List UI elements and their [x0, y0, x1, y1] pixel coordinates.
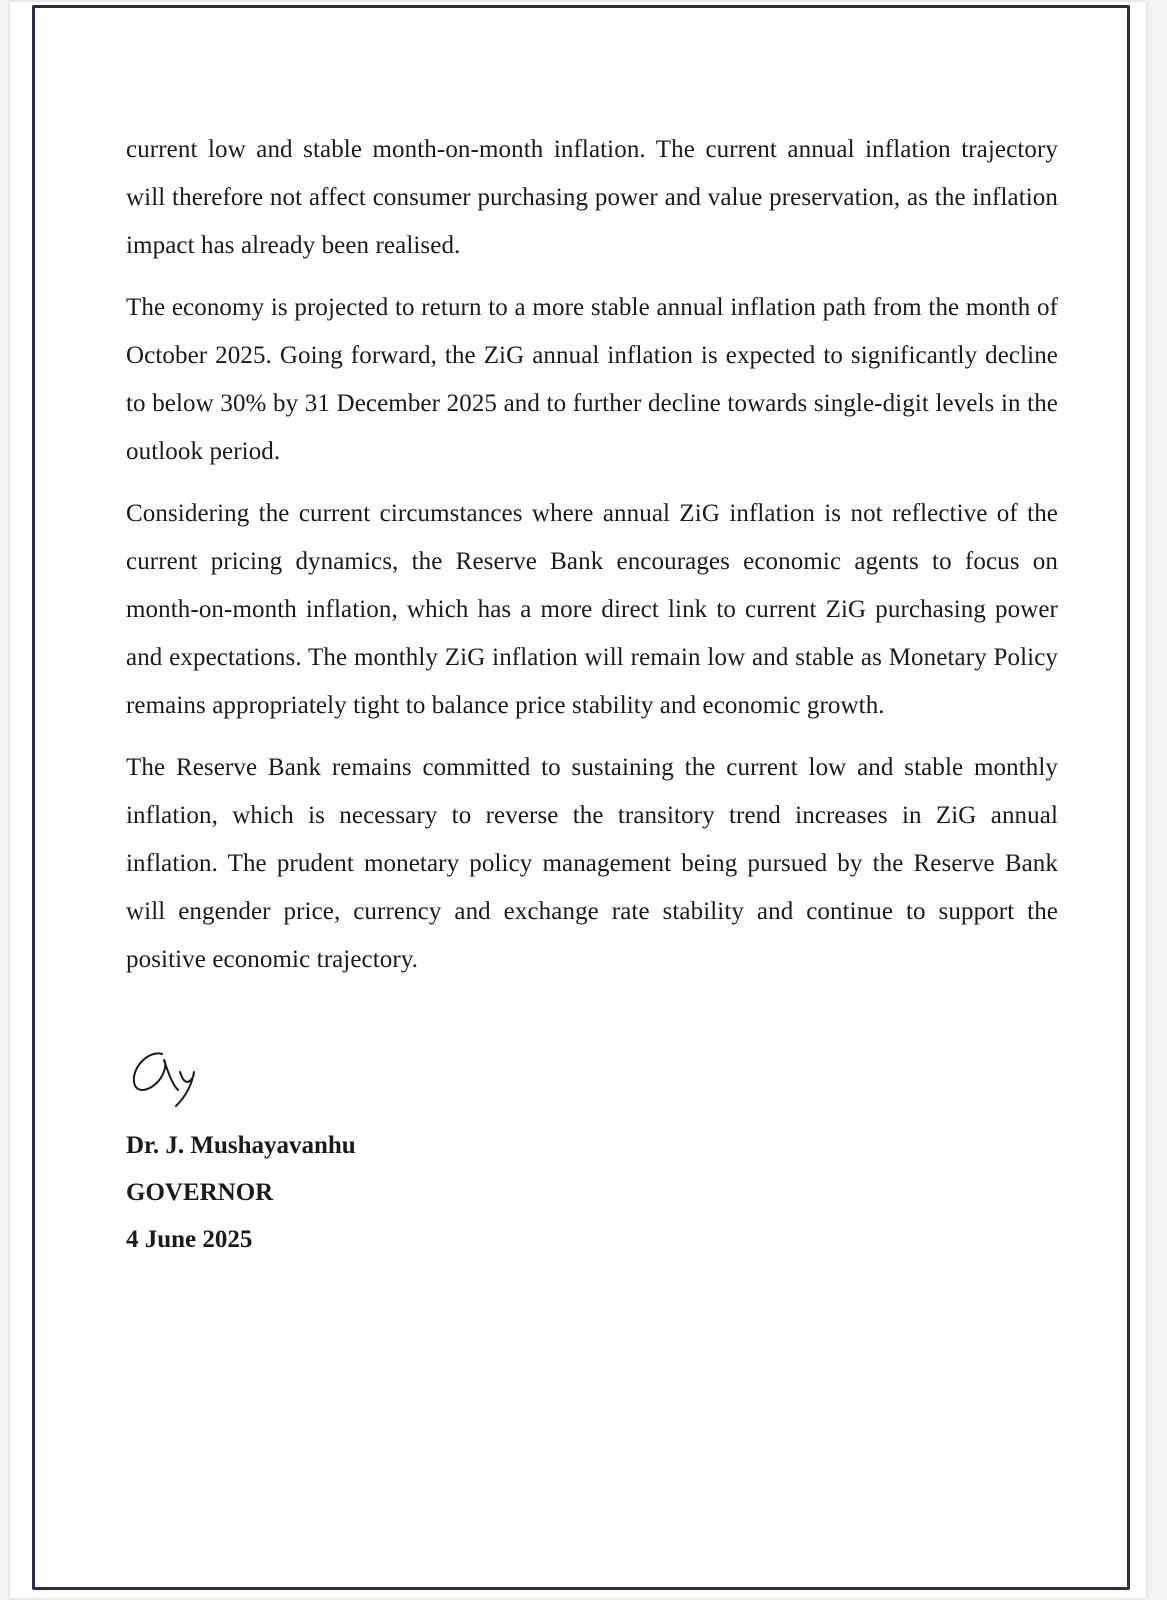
signature-block — [126, 1122, 1058, 1263]
paragraph-1: current low and stable month-on-month inflation. The current annual inflation trajectory will therefore not affect consumer purchasing power and value preservation, as the inflation impact has already been realised. — [126, 136, 1058, 259]
paragraph-3: Considering the current circumstances where annual ZiG inflation is not reflective of the current pricing dynamics, the Reserve Bank encourages economic agents to focus on month-on-month inflation, which has a more direct link to current ZiG purchasing power and expectations. The monthly ZiG inflation will remain low and stable as Monetary Policy remains appropriately tight to balance price stability and economic growth. — [126, 500, 1058, 719]
paragraph-4: The Reserve Bank remains committed to sustaining the current low and stable monthly inflation, which is necessary to reverse the transitory trend increases in ZiG annual inflation. The prudent monetary policy management being pursued by the Reserve Bank will engender price, currency and exchange rate stability and continue to support the positive economic trajectory. — [126, 754, 1058, 973]
handwritten-signature — [124, 1032, 204, 1112]
document-date: 4 June 2025 — [126, 1226, 253, 1253]
paragraph-2: The economy is projected to return to a more stable annual inflation path from the month of October 2025. Going forward, the ZiG annual inflation is expected to significantly decline to below 30% by 31 December 2025 and to further decline towards single-digit levels in the outlook period. — [126, 294, 1058, 465]
signatory-title: GOVERNOR — [126, 1179, 274, 1206]
signatory-name: Dr. J. Mushayavanhu — [126, 1132, 356, 1159]
document-body — [126, 126, 1058, 1263]
